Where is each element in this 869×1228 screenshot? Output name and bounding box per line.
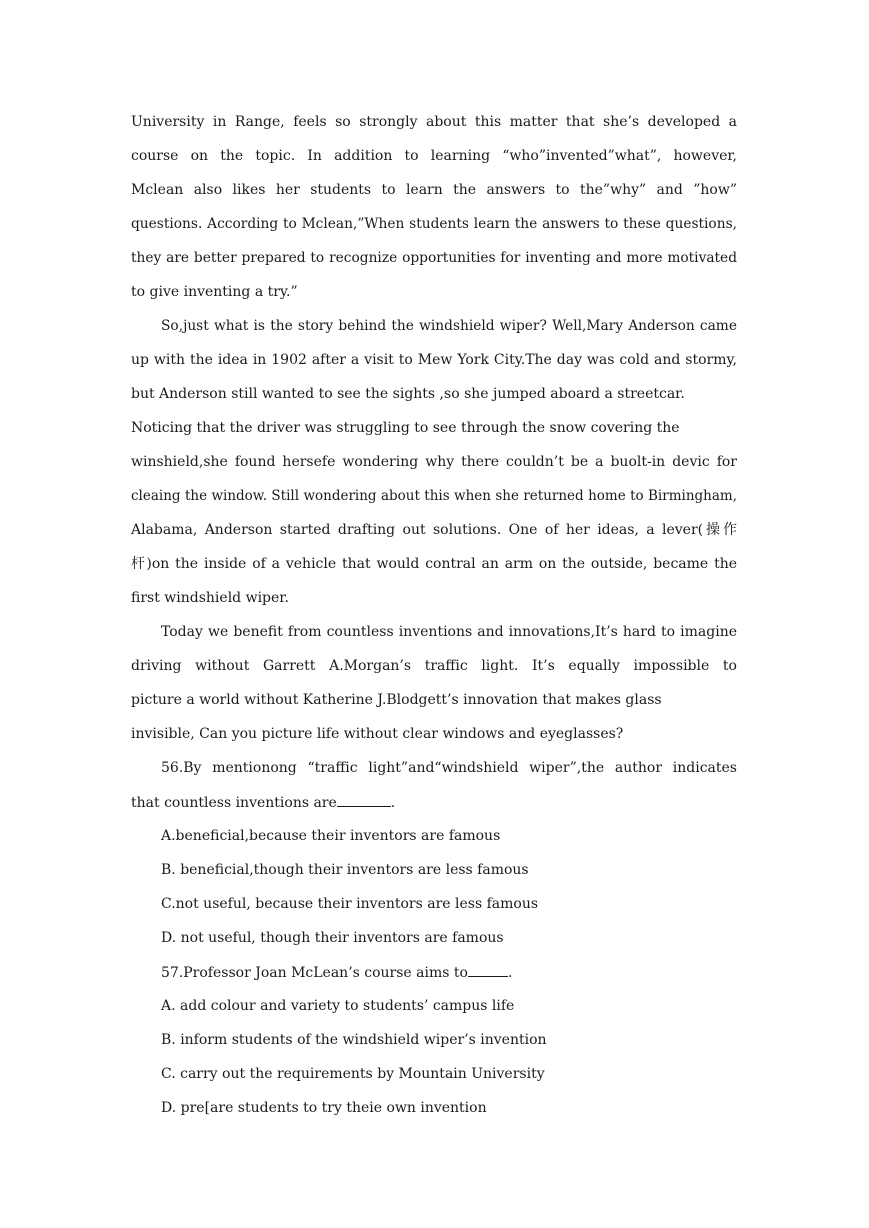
answer-option: A.beneficial,because their inventors are famous <box>161 828 501 844</box>
text-line: but Anderson still wanted to see the sights ,so she jumped aboard a streetcar. <box>131 386 685 402</box>
answer-option: D. not useful, though their inventors are famous <box>161 930 504 946</box>
text-line: Mclean also likes her students to learn the answers to the”why” and ”how” <box>131 182 737 198</box>
text-line: first windshield wiper. <box>131 590 289 606</box>
stem-punctuation: . <box>390 795 396 811</box>
question-stem <box>131 790 737 824</box>
question-stem: 56.By mentionong “traffic light”and“windshield wiper”,the author indicates <box>161 760 737 776</box>
question-stem <box>131 960 737 994</box>
answer-option: A. add colour and variety to students’ campus life <box>161 998 515 1014</box>
text-line: course on the topic. In addition to learning “who”invented”what”, however, <box>131 148 737 164</box>
paragraph-3 <box>131 620 737 756</box>
stem-text: that countless inventions are <box>131 795 337 811</box>
document-page <box>131 110 737 1130</box>
answer-option: D. pre[are students to try theie own invention <box>161 1100 487 1116</box>
text-line: to give inventing a try.” <box>131 284 298 300</box>
question-57 <box>131 960 737 1130</box>
answer-blank <box>337 790 391 807</box>
text-line: 杆)on the inside of a vehicle that would contral an arm on the outside, became the <box>131 556 737 572</box>
text-line: driving without Garrett A.Morgan’s traffic light. It’s equally impossible to <box>131 658 737 674</box>
text-line: questions. According to Mclean,”When students learn the answers to these questions, <box>131 216 737 232</box>
stem-punctuation: . <box>507 965 513 981</box>
answer-blank <box>468 960 508 977</box>
text-line: picture a world without Katherine J.Blodgett’s innovation that makes glass <box>131 692 662 708</box>
answer-option: C.not useful, because their inventors are less famous <box>161 896 539 912</box>
answer-option: B. beneficial,though their inventors are less famous <box>161 862 529 878</box>
text-line: University in Range, feels so strongly about this matter that she’s developed a <box>131 114 737 130</box>
text-line: up with the idea in 1902 after a visit to Mew York City.The day was cold and stormy, <box>131 352 737 368</box>
answer-option: C. carry out the requirements by Mountain University <box>161 1066 545 1082</box>
paragraph-1 <box>131 110 737 314</box>
question-56 <box>131 756 737 960</box>
text-line: cleaing the window. Still wondering about this when she returned home to Birmingham, <box>131 488 737 504</box>
text-line: winshield,she found hersefe wondering why there couldn’t be a buolt-in devic for <box>131 454 737 470</box>
text-line: they are better prepared to recognize opportunities for inventing and more motivated <box>131 250 737 266</box>
text-line: Today we benefit from countless inventions and innovations,It’s hard to imagine <box>161 624 737 640</box>
text-line: Alabama, Anderson started drafting out solutions. One of her ideas, a lever(操作 <box>131 522 737 538</box>
text-line: invisible, Can you picture life without clear windows and eyeglasses? <box>131 726 624 742</box>
paragraph-2 <box>131 314 737 620</box>
stem-text: 57.Professor Joan McLean’s course aims to <box>161 965 468 981</box>
answer-option: B. inform students of the windshield wiper’s invention <box>161 1032 547 1048</box>
text-line: So,just what is the story behind the windshield wiper? Well,Mary Anderson came <box>161 318 737 334</box>
text-line: Noticing that the driver was struggling to see through the snow covering the <box>131 420 680 436</box>
